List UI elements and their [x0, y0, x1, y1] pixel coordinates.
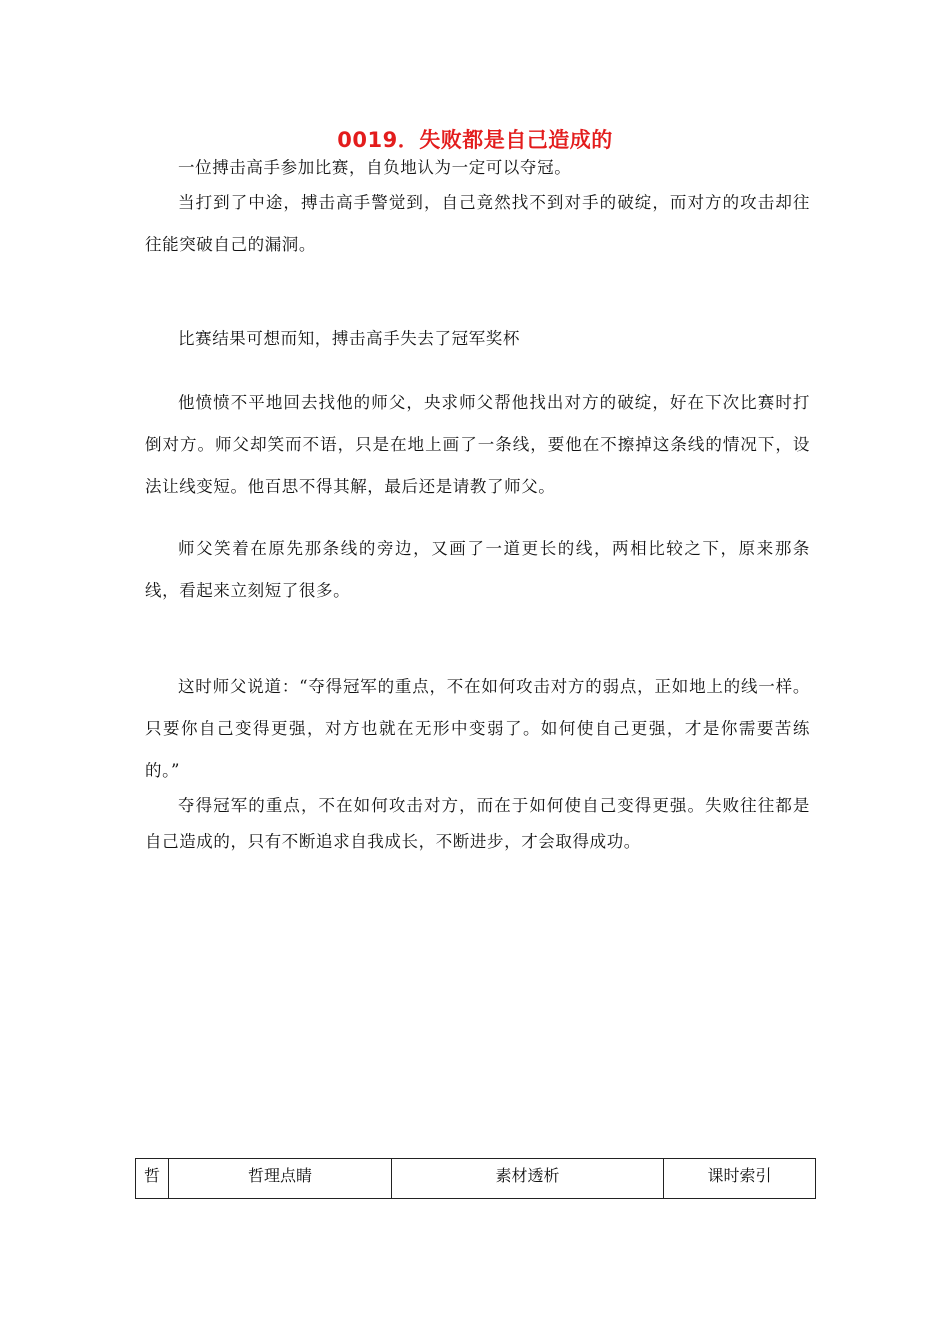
table-header-cell: 课时索引 [664, 1159, 816, 1199]
table-row [136, 1159, 816, 1199]
summary-table [135, 1158, 816, 1199]
paragraph-7: 夺得冠军的重点，不在如何攻击对方，而在于如何使自己变得更强。失败往往都是自己造成的，只有不断追求自我成长，不断进步，才会取得成功。 [145, 796, 810, 851]
paragraph-5: 师父笑着在原先那条线的旁边，又画了一道更长的线，两相比较之下，原来那条线，看起来立刻短了很多。 [145, 539, 810, 600]
document-title: 0019．失败都是自己造成的 [337, 128, 613, 152]
table-header-cell: 哲 [136, 1159, 169, 1199]
table-header-cell: 素材透析 [392, 1159, 664, 1199]
paragraph-1: 一位搏击高手参加比赛，自负地认为一定可以夺冠。 [178, 158, 572, 177]
paragraph-4: 他愤愤不平地回去找他的师父，央求师父帮他找出对方的破绽，好在下次比赛时打倒对方。师父却笑而不语，只是在地上画了一条线，要他在不擦掉这条线的情况下，设法让线变短。他百思不得其解，最后还是请教了师父。 [145, 393, 810, 496]
paragraph-3: 比赛结果可想而知，搏击高手失去了冠军奖杯 [178, 329, 520, 348]
table-header-cell: 哲理点睛 [169, 1159, 392, 1199]
paragraph-6: 这时师父说道：“夺得冠军的重点，不在如何攻击对方的弱点，正如地上的线一样。只要你自己变得更强，对方也就在无形中变弱了。如何使自己更强，才是你需要苦练的。” [145, 677, 810, 780]
paragraph-2: 当打到了中途，搏击高手警觉到，自己竟然找不到对手的破绽，而对方的攻击却往往能突破自己的漏洞。 [145, 193, 810, 254]
